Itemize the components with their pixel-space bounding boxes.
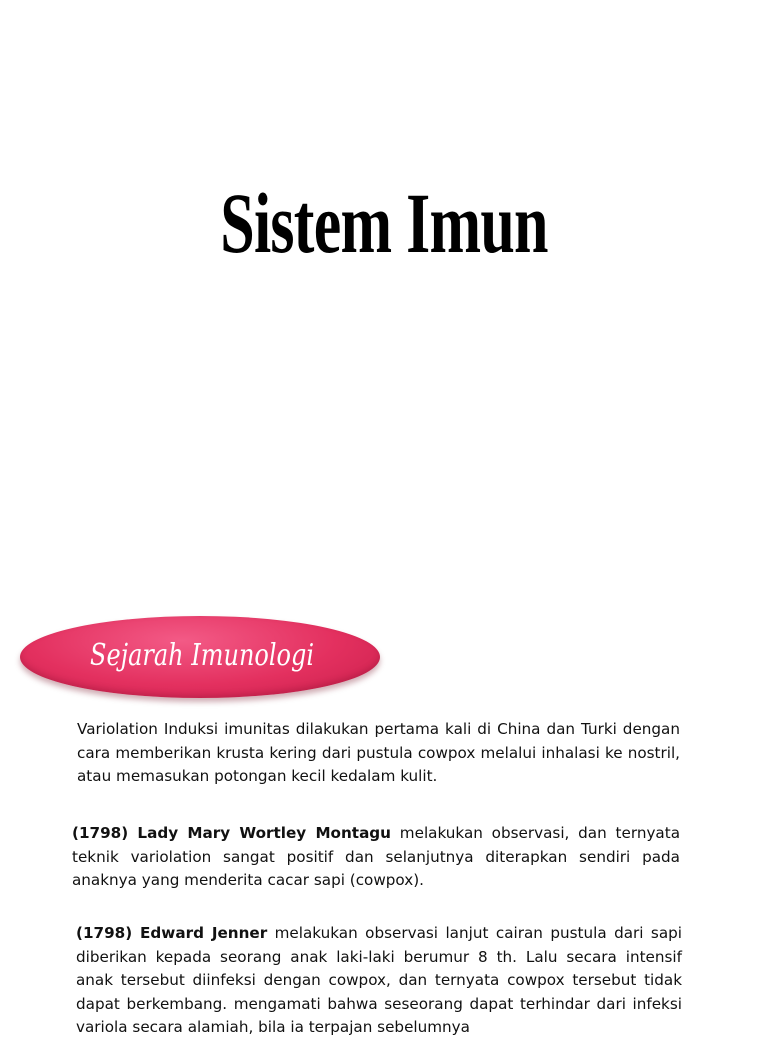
paragraph-variolation xyxy=(77,718,680,789)
paragraph-text: Variolation Induksi imunitas dilakukan pertama kali di China dan Turki dengan cara memberikan krusta kering dari pustula cowpox melalui inhalasi ke nostril, atau memasukan potongan kecil kedalam kulit. xyxy=(77,720,680,785)
section-banner-label: Sejarah Imunologi xyxy=(90,638,315,673)
paragraph-lead: (1798) Edward Jenner xyxy=(76,924,268,942)
paragraph-text: melakukan observasi lanjut cairan pustula dari sapi diberikan kepada seorang anak laki-laki berumur 8 th. Lalu secara intensif anak tersebut diinfeksi dengan cowpox, dan ternyata cowpox tersebut tidak dapat berkembang. mengamati bahwa seseorang dapat terhindar dari infeksi variola secara alamiah, bila ia terpajan sebelumnya xyxy=(76,924,682,1036)
section-banner xyxy=(20,616,380,698)
paragraph-jenner xyxy=(76,922,682,1040)
paragraph-text: melakukan observasi, dan ternyata teknik variolation sangat positif dan selanjutnya diterapkan sendiri pada anaknya yang menderita cacar sapi (cowpox). xyxy=(72,824,680,889)
paragraph-montagu xyxy=(72,822,680,893)
page-title: Sistem Imun xyxy=(220,175,548,271)
paragraph-lead: (1798) Lady Mary Wortley Montagu xyxy=(72,824,391,842)
